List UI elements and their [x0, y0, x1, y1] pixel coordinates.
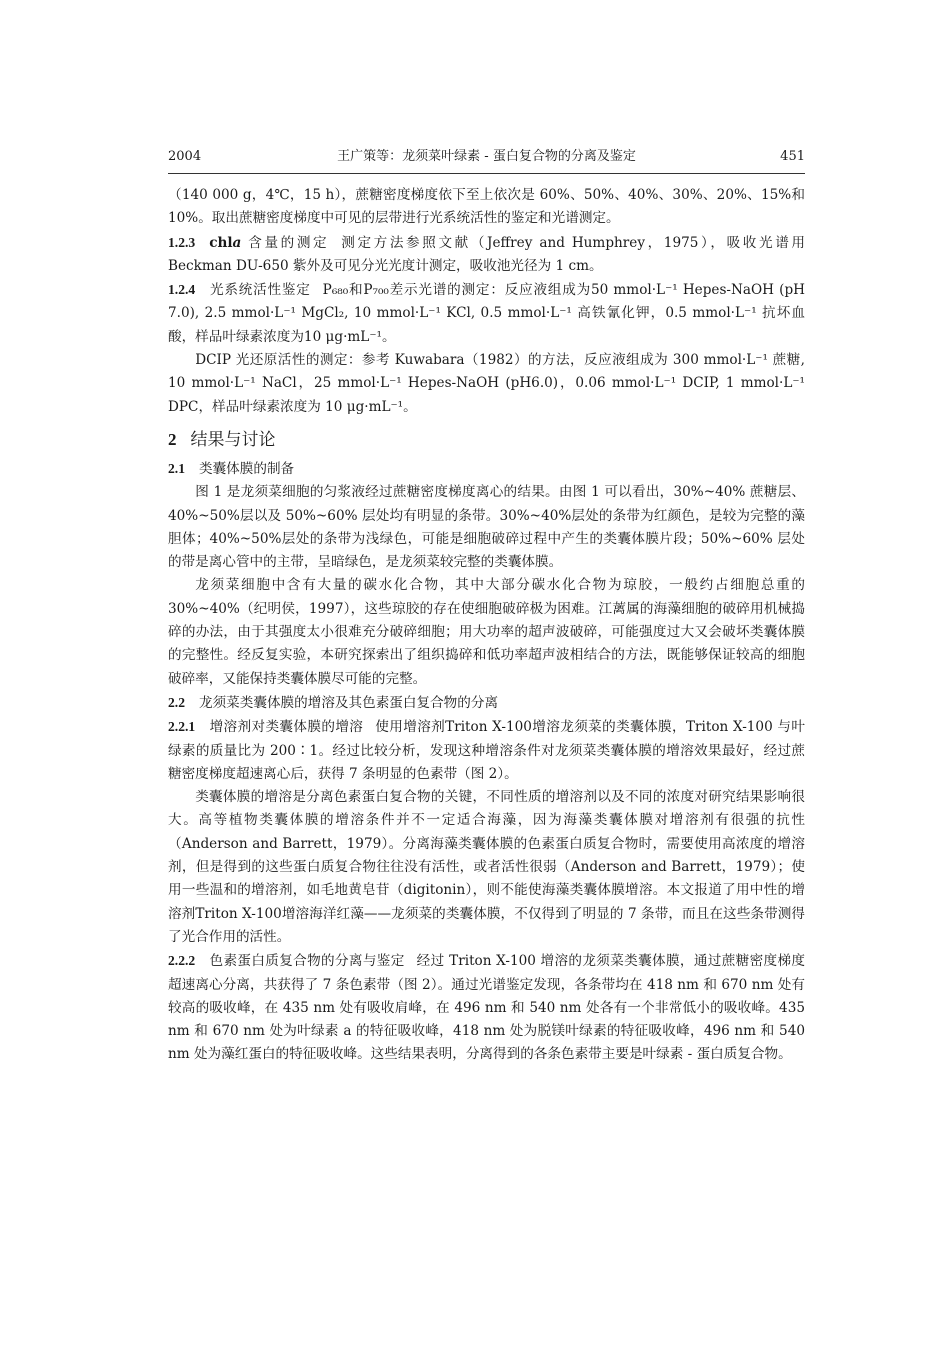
- article-body: [168, 184, 805, 1067]
- section-title: 结果与讨论: [190, 429, 276, 450]
- page: [168, 148, 805, 1067]
- section-text: 经过 Triton X-100 增溶的龙须菜类囊体膜，通过蔗糖密度梯度超速离心分离，共获得了 7 条色素带（图 2）。通过光谱鉴定发现，各条带均在 418 nm 和 670 nm 处有较高的吸收峰，在 435 nm 处有吸收肩峰，在 496 nm 和 540 nm 处各有一个非常低小的吸收峰。435 nm 和 670 nm 处为叶绿素 a 的特征吸收峰，418 nm 处为脱镁叶绿素的特征吸收峰，496 nm 和 540 nm 处为藻红蛋白的特征吸收峰。这些结果表明，分离得到的各条色素带主要是叶绿素 - 蛋白质复合物。: [168, 953, 805, 1063]
- section-2-2-1: [168, 715, 805, 786]
- section-1-2-4: [168, 278, 805, 349]
- section-text: 使用增溶剂Triton X-100增溶龙须菜的类囊体膜，Triton X-100 与叶绿素的质量比为 200∶1。经过比较分析，发现这种增溶条件对龙须菜类囊体膜的增溶效果最好，经过蔗糖密度梯度超速离心后，获得 7 条明显的色素带（图 2）。: [168, 719, 805, 782]
- section-number: 2: [168, 429, 177, 449]
- section-text: P₆₈₀和P₇₀₀差示光谱的测定：反应液组成为50 mmol·L⁻¹ Hepes-NaOH (pH 7.0), 2.5 mmol·L⁻¹ MgCl₂, 10 mmol·L⁻¹ KCl, 0.5 mmol·L⁻¹ 高铁氰化钾，0.5 mmol·L⁻¹ 抗坏血酸，样品叶绿素浓度为10 μg·mL⁻¹。: [168, 282, 806, 345]
- section-2-heading: [168, 427, 805, 453]
- paragraph: 类囊体膜的增溶是分离色素蛋白复合物的关键，不同性质的增溶剂以及不同的浓度对研究结果影响很大。高等植物类囊体膜的增溶条件并不一定适合海藻，因为海藻类囊体膜对增溶剂有很强的抗性（Anderson and Barrett，1979）。分离海藻类囊体膜的色素蛋白质复合物时，需要使用高浓度的增溶剂，但是得到的这些蛋白质复合物往往没有活性，或者活性很弱（Anderson and Barrett，1979）；使用一些温和的增溶剂，如毛地黄皂苷（digitonin），则不能使海藻类囊体膜增溶。本文报道了用中性的增溶剂Triton X-100增溶海洋红藻——龙须菜的类囊体膜，不仅得到了明显的 7 条带，而且在这些条带测得了光合作用的活性。: [168, 789, 805, 945]
- label-chl: chl: [209, 234, 233, 251]
- section-2-1-heading: [168, 457, 805, 481]
- label-rest: 含量的测定: [241, 234, 330, 251]
- section-title: 类囊体膜的制备: [199, 460, 295, 477]
- section-2-2-2: [168, 949, 805, 1066]
- paragraph: 龙须菜细胞中含有大量的碳水化合物，其中大部分碳水化合物为琼胶，一般约占细胞总重的 30%~40%（纪明侯，1997），这些琼胶的存在使细胞破碎极为困难。江蓠属的海藻细胞的破碎用机械捣碎的办法，由于其强度太小很难充分破碎细胞；用大功率的超声波破碎，可能强度过大又会破坏类囊体膜的完整性。经反复实验，本研究探索出了组织捣碎和低功率超声波相结合的方法，既能够保证较高的细胞破碎率，又能保持类囊体膜尽可能的完整。: [168, 577, 805, 687]
- section-label: 色素蛋白质复合物的分离与鉴定: [209, 953, 405, 970]
- section-1-2-3: [168, 231, 805, 279]
- section-number: 1.2.3: [168, 234, 196, 250]
- page-number: 451: [780, 149, 805, 164]
- label-a: a: [232, 234, 242, 251]
- paragraph-dcip: DCIP 光还原活性的测定：参考 Kuwabara（1982）的方法，反应液组成为 300 mmol·L⁻¹ 蔗糖, 10 mmol·L⁻¹ NaCl，25 mmol·L⁻¹ Hepes-NaOH (pH6.0)，0.06 mmol·L⁻¹ DCIP, 1 mmol·L⁻¹ DPC，样品叶绿素浓度为 10 μg·mL⁻¹。: [168, 352, 805, 415]
- section-label: 光系统活性鉴定: [209, 282, 311, 299]
- section-number: 1.2.4: [168, 282, 196, 298]
- paragraph-continuation: （140 000 g，4℃，15 h），蔗糖密度梯度依下至上依次是 60%、50%、40%、30%、20%、15%和 10%。取出蔗糖密度梯度中可见的层带进行光系统活性的鉴定和光谱测定。: [168, 187, 805, 227]
- section-number: 2.1: [168, 460, 185, 476]
- section-2-2-heading: [168, 691, 805, 715]
- section-label: 增溶剂对类囊体膜的增溶: [209, 719, 364, 736]
- section-text: 测定方法参照文献（Jeffrey and Humphrey，1975），吸收光谱用 Beckman DU-650 紫外及可见分光光度计测定，吸收池光径为 1 cm。: [168, 234, 805, 274]
- header-year: 2004: [168, 149, 202, 164]
- section-label: [209, 235, 329, 251]
- section-number: 2.2.2: [168, 953, 196, 969]
- paragraph: 图 1 是龙须菜细胞的匀浆液经过蔗糖密度梯度离心的结果。由图 1 可以看出，30%~40% 蔗糖层、40%~50%层以及 50%~60% 层处均有明显的条带。30%~40%层处的条带为红颜色，是较为完整的藻胆体；40%~50%层处的条带为浅绿色，可能是细胞破碎过程中产生的类囊体膜片段；50%~60% 层处的带是离心管中的主带，呈暗绿色，是龙须菜较完整的类囊体膜。: [168, 484, 805, 571]
- section-title: 龙须菜类囊体膜的增溶及其色素蛋白复合物的分离: [199, 694, 499, 711]
- running-head: [168, 148, 805, 174]
- section-number: 2.2: [168, 694, 185, 710]
- section-number: 2.2.1: [168, 719, 196, 735]
- header-title: 王广策等：龙须菜叶绿素 - 蛋白复合物的分离及鉴定: [337, 149, 636, 164]
